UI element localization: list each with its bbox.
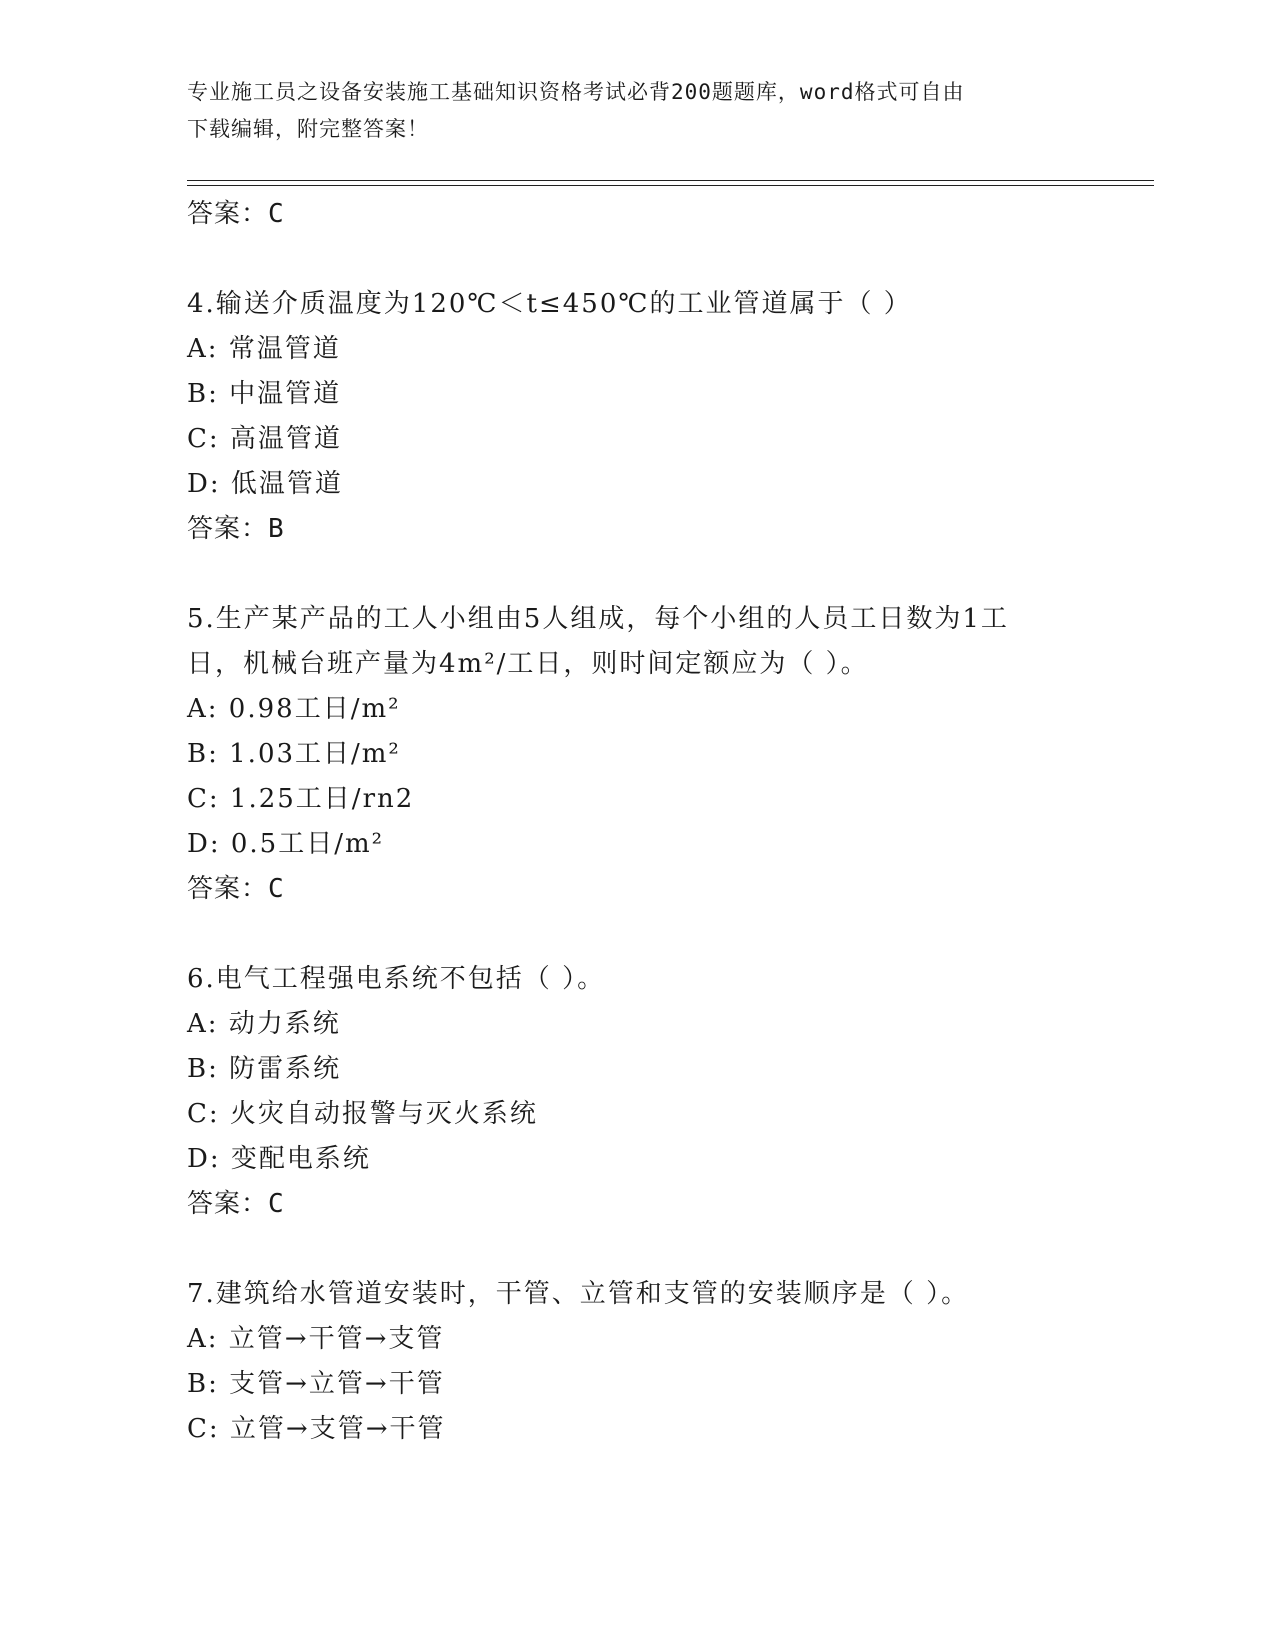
option-item: A: 常温管道 (187, 334, 341, 364)
option-item: C: 高温管道 (187, 424, 342, 454)
option-item: A: 0.98工日/m² (187, 694, 401, 724)
option-item: B: 防雷系统 (187, 1054, 342, 1084)
option-item: A: 立管→干管→支管 (187, 1324, 445, 1354)
question-text: 日，机械台班产量为4m²/工日，则时间定额应为（ ）。 (187, 649, 869, 679)
question-text: 4.输送介质温度为120℃＜t≤450℃的工业管道属于（ ） (187, 289, 912, 319)
option-item: C: 1.25工日/rn2 (187, 784, 415, 814)
header-divider-top (187, 180, 1154, 181)
option-item: B: 支管→立管→干管 (187, 1369, 445, 1399)
answer-line: 答案：C (187, 1189, 285, 1219)
document-header (187, 74, 1067, 148)
option-item: D: 变配电系统 (187, 1144, 371, 1174)
option-item: C: 立管→支管→干管 (187, 1414, 446, 1444)
option-item: A: 动力系统 (187, 1009, 341, 1039)
option-item: D: 低温管道 (187, 469, 343, 499)
question-text: 6.电气工程强电系统不包括（ ）。 (187, 964, 606, 994)
option-item: B: 中温管道 (187, 379, 342, 409)
answer-line: 答案：B (187, 514, 285, 544)
question-text: 7.建筑给水管道安装时，干管、立管和支管的安装顺序是（ ）。 (187, 1279, 970, 1309)
header-line-1: 专业施工员之设备安装施工基础知识资格考试必背200题题库，word格式可自由 (187, 80, 965, 104)
answer-line: 答案：C (187, 199, 285, 229)
question-text: 5.生产某产品的工人小组由5人组成，每个小组的人员工日数为1工 (187, 604, 1009, 634)
header-line-2: 下载编辑，附完整答案！ (187, 117, 429, 141)
answer-line: 答案：C (187, 874, 285, 904)
option-item: B: 1.03工日/m² (187, 739, 401, 769)
option-item: D: 0.5工日/m² (187, 829, 385, 859)
header-divider-bottom (187, 185, 1154, 186)
option-item: C: 火灾自动报警与灭火系统 (187, 1099, 538, 1129)
